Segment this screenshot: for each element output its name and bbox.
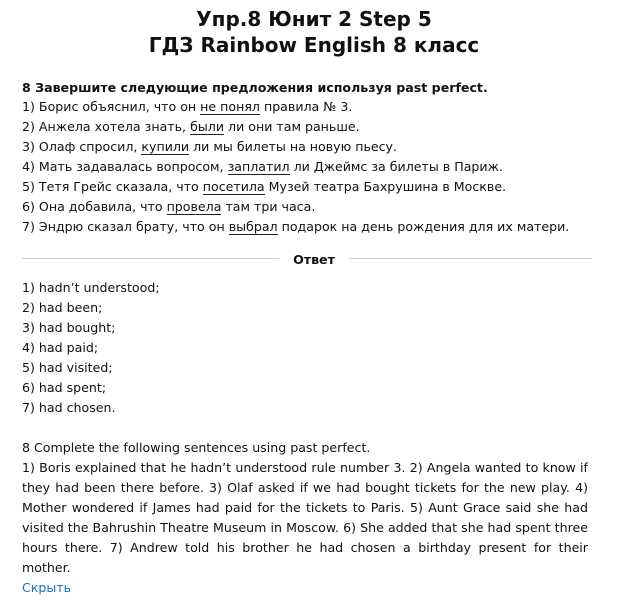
item-text: ли мы билеты на новую пьесу.: [189, 139, 398, 154]
task-item-ru: [22, 137, 397, 157]
task-item-ru: [22, 97, 352, 117]
answer-label: Ответ: [279, 252, 349, 267]
item-text: 6) Она добавила, что: [22, 199, 167, 214]
item-text: подарок на день рождения для их матери.: [277, 219, 570, 234]
item-text: Музей театра Бахрушина в Москве.: [264, 179, 507, 194]
item-text: правила № 3.: [259, 99, 353, 114]
item-text: ли Джеймс за билеты в Париж.: [289, 159, 503, 174]
answer-item: 7) had chosen.: [22, 400, 116, 415]
task-item-ru: [22, 217, 569, 237]
task-item-ru: [22, 197, 315, 217]
task-heading-ru: 8 Завершите следующие предложения используя past perfect.: [22, 80, 488, 95]
task-text-en: 1) Boris explained that he hadn’t understood rule number 3. 2) Angela wanted to know if they had been there before. 3) Olaf asked if we had bought tickets for the new play. 4) Mother wondered if James had paid for the tickets to Paris. 5) Aunt Grace said she had visited the Bahrushin Theatre Museum in Moscow. 6) She added that she had spent three hours there. 7) Andrew told his brother he had chosen a birthday present for their mother.: [22, 460, 588, 575]
item-text: 5) Тетя Грейс сказала, что: [22, 179, 203, 194]
item-text: 2) Анжела хотела знать,: [22, 119, 191, 134]
hide-answer-link[interactable]: Скрыть: [22, 580, 72, 595]
task-item-ru: [22, 177, 506, 197]
item-gap: были: [190, 119, 225, 134]
item-text: 1) Борис объяснил, что он: [22, 99, 201, 114]
item-text: 7) Эндрю сказал брату, что он: [22, 219, 229, 234]
task-item-ru: [22, 157, 503, 177]
item-text: 3) Олаф спросил,: [22, 139, 142, 154]
item-text: ли они там раньше.: [224, 119, 360, 134]
task-heading-en: 8 Complete the following sentences using past perfect.: [22, 440, 371, 455]
item-text: 4) Мать задавалась вопросом,: [22, 159, 228, 174]
item-gap: посетила: [202, 179, 265, 194]
answer-heading: [0, 249, 628, 269]
answer-item: 2) had been;: [22, 300, 103, 315]
item-gap: заплатил: [227, 159, 290, 174]
item-text: там три часа.: [221, 199, 316, 214]
item-gap: купили: [141, 139, 190, 154]
answer-item: 4) had paid;: [22, 340, 99, 355]
item-gap: не понял: [200, 99, 260, 114]
answer-item: 1) hadn’t understood;: [22, 280, 160, 295]
page-subtitle: ГДЗ Rainbow English 8 класс: [148, 33, 480, 57]
answer-item: 5) had visited;: [22, 360, 113, 375]
answer-item: 6) had spent;: [22, 380, 107, 395]
task-item-ru: [22, 117, 360, 137]
answer-item: 3) had bought;: [22, 320, 116, 335]
item-gap: провела: [166, 199, 222, 214]
item-gap: выбрал: [228, 219, 278, 234]
task-en-block: [22, 438, 588, 578]
page-title: Упр.8 Юнит 2 Step 5: [196, 7, 432, 31]
